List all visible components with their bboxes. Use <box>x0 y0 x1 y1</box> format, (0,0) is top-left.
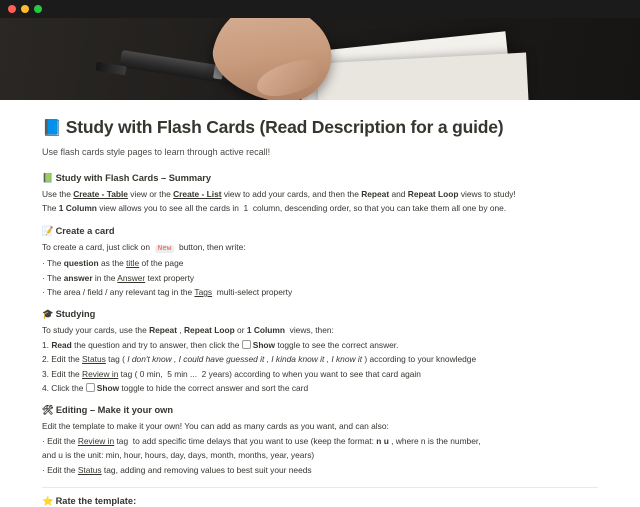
editing-bullet-2: · Edit the Status tag, adding and removing values to best suit your needs <box>42 464 312 475</box>
section-summary-line-2: The 1 Column view allows you to see all the cards in 1 column, descending order, so that you can take them all one by one. <box>42 203 507 214</box>
page-cover-image <box>0 18 640 100</box>
section-rate-heading <box>42 496 598 507</box>
page-title-text: Study with Flash Cards (Read Description for a guide) <box>65 117 504 137</box>
editing-bullet-1: · Edit the Review in tag to add specific time delays that you want to use (keep the format: n u , where n is the number, <box>42 435 481 446</box>
checkbox-icon[interactable] <box>242 340 251 349</box>
editing-intro: Edit the template to make it your own! You can add as many cards as you want, and can also: <box>42 421 389 432</box>
section-summary-title: Study with Flash Cards – Summary <box>55 173 212 183</box>
editing-bullet-1-cont: and u is the unit: min, hour, hours, day, days, month, months, year, years) <box>42 450 315 461</box>
section-editing-heading <box>42 405 598 416</box>
green-book-icon: 📗 <box>42 173 54 183</box>
close-window-button[interactable] <box>8 5 16 13</box>
section-editing <box>42 405 598 476</box>
graduation-cap-icon: 🎓 <box>42 309 54 320</box>
tools-icon: 🛠 <box>42 405 54 416</box>
section-rate <box>42 496 598 507</box>
studying-step-4: 4. Click the Show toggle to hide the correct answer and sort the card <box>42 383 309 394</box>
section-create-card-title: Create a card <box>55 225 115 236</box>
create-card-intro: To create a card, just click on New button, then write: <box>42 241 246 253</box>
section-summary-line-1: Use the Create - Table view or the Create - List view to add your cards, and then the Repeat and Repeat Loop views to study! <box>42 189 516 199</box>
section-summary <box>42 173 598 215</box>
window-titlebar <box>0 0 640 18</box>
section-create-card-heading <box>42 226 598 237</box>
page-title[interactable] <box>42 116 598 140</box>
studying-intro: To study your cards, use the Repeat , Repeat Loop or 1 Column views, then: <box>42 325 334 336</box>
section-studying-heading <box>42 309 598 320</box>
book-icon: 📘 <box>42 120 62 137</box>
studying-step-2: 2. Edit the Status tag ( I don't know , I could have guessed it , I kinda know it , I know it ) according to your knowledge <box>42 354 477 365</box>
create-card-bullet-3: · The area / field / any relevant tag in the Tags multi-select property <box>42 287 293 298</box>
section-rate-title: Rate the template: <box>55 496 137 507</box>
section-summary-heading <box>42 173 598 184</box>
checkbox-icon[interactable] <box>86 383 95 392</box>
section-divider <box>42 487 598 488</box>
zoom-window-button[interactable] <box>34 5 42 13</box>
section-create-card <box>42 226 598 299</box>
studying-step-1: 1. Read the question and try to answer, then click the Show toggle to see the correct answer. <box>42 339 399 350</box>
section-editing-title: Editing – Make it your own <box>55 405 174 416</box>
section-studying <box>42 309 598 394</box>
section-studying-title: Studying <box>55 309 96 320</box>
page-subtitle: Use flash cards style pages to learn through active recall! <box>42 147 271 157</box>
star-icon: ⭐ <box>42 496 54 507</box>
studying-step-3: 3. Edit the Review in tag ( 0 min, 5 min ... 2 years) according to when you want to see that card again <box>42 368 421 379</box>
page-content <box>0 100 640 507</box>
create-card-bullet-1: · The question as the title of the page <box>42 258 184 269</box>
create-card-bullet-2: · The answer in the Answer text property <box>42 272 195 283</box>
memo-icon: 📝 <box>42 225 54 236</box>
minimize-window-button[interactable] <box>21 5 29 13</box>
